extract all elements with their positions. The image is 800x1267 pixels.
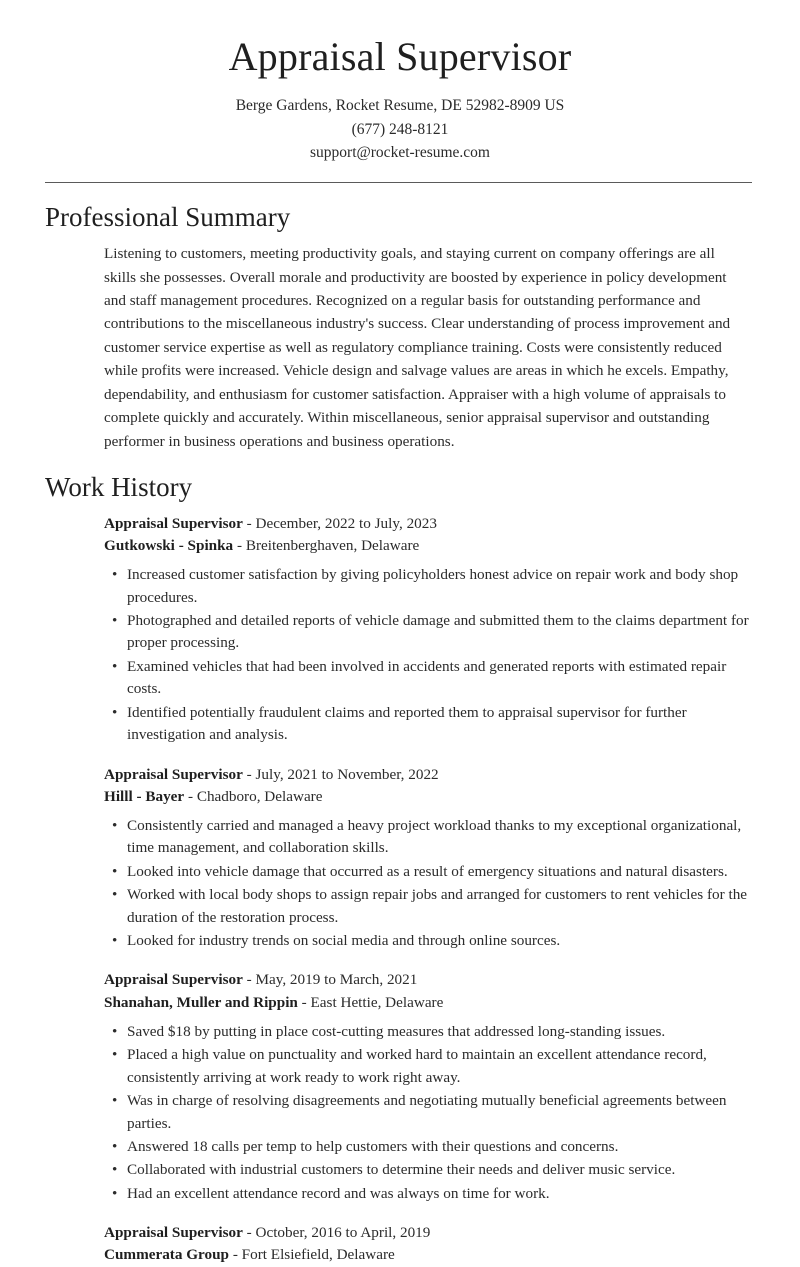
list-item	[104, 1136, 752, 1158]
job-separator: -	[242, 971, 256, 989]
job-title: Appraisal Supervisor	[104, 514, 243, 532]
section-work-history	[0, 471, 800, 1266]
work-history-entry	[104, 513, 752, 747]
job-company-line	[104, 786, 752, 808]
bullet-text: Increased customer satisfaction by giving policyholders honest advice on repair work and body shop procedures.	[127, 566, 739, 606]
job-bullet-list	[104, 564, 752, 746]
job-title: Appraisal Supervisor	[104, 1224, 243, 1242]
page-title: Appraisal Supervisor	[228, 34, 572, 79]
bullet-text: Looked into vehicle damage that occurred as a result of emergency situations and natural disasters.	[127, 862, 728, 880]
job-company: Shanahan, Muller and Rippin	[104, 993, 298, 1011]
job-title: Appraisal Supervisor	[104, 765, 243, 783]
job-location: Fort Elsiefield, Delaware	[241, 1246, 395, 1264]
bullet-icon: •	[112, 1184, 118, 1202]
job-title-line	[104, 1222, 752, 1244]
bullet-icon: •	[112, 566, 118, 584]
list-item	[104, 815, 752, 860]
list-item	[104, 861, 752, 883]
list-item	[104, 1183, 752, 1205]
job-separator: -	[233, 536, 246, 554]
job-separator: -	[229, 1246, 242, 1264]
bullet-icon: •	[112, 1161, 118, 1179]
section-title-work-history: Work History	[45, 472, 193, 503]
list-item	[104, 884, 752, 929]
job-dates: October, 2016 to April, 2019	[255, 1224, 431, 1242]
bullet-text: Was in charge of resolving disagreements and negotiating mutually beneficial agreements between parties.	[127, 1092, 727, 1132]
bullet-icon: •	[112, 816, 118, 834]
job-dates: July, 2021 to November, 2022	[255, 765, 439, 783]
bullet-text: Answered 18 calls per temp to help customers with their questions and concerns.	[127, 1137, 619, 1155]
job-dates: May, 2019 to March, 2021	[255, 971, 418, 989]
job-bullet-list	[104, 815, 752, 953]
list-item	[104, 930, 752, 952]
work-history-entry	[104, 764, 752, 953]
job-location: East Hettie, Delaware	[310, 993, 444, 1011]
header-divider	[45, 182, 752, 183]
bullet-icon: •	[112, 1022, 118, 1040]
bullet-icon: •	[112, 1046, 118, 1064]
list-item	[104, 1044, 752, 1089]
job-separator: -	[242, 1224, 256, 1242]
job-location: Breitenberghaven, Delaware	[245, 536, 420, 554]
bullet-text: Saved $18 by putting in place cost-cutting measures that addressed long-standing issues.	[127, 1022, 666, 1040]
bullet-text: Worked with local body shops to assign repair jobs and arranged for customers to rent vehicles for the duration of the restoration process.	[127, 886, 748, 926]
list-item	[104, 1090, 752, 1135]
bullet-icon: •	[112, 1137, 118, 1155]
job-company: Gutkowski - Spinka	[104, 536, 234, 554]
job-separator: -	[184, 787, 197, 805]
job-company: Hilll - Bayer	[104, 787, 185, 805]
bullet-text: Examined vehicles that had been involved in accidents and generated reports with estimated repair costs.	[127, 657, 727, 698]
job-dates: December, 2022 to July, 2023	[255, 514, 437, 532]
bullet-icon: •	[112, 886, 118, 904]
list-item	[104, 610, 752, 655]
job-location: Chadboro, Delaware	[196, 787, 323, 805]
work-history-body	[45, 513, 752, 1267]
bullet-text: Looked for industry trends on social media and through online sources.	[127, 932, 561, 950]
work-history-entry	[104, 1222, 752, 1266]
job-company-line	[104, 1244, 752, 1266]
bullet-text: Placed a high value on punctuality and worked hard to maintain an excellent attendance record, consistently arriving at work ready to work right away.	[127, 1046, 707, 1086]
summary-paragraph: Listening to customers, meeting productivity goals, and staying current on company offerings are all skills she possesses. Overall morale and productivity are boosted by experience in policy development and staff management procedures. Recognized on a regular basis for outstanding performance and contributions to the miscellaneous industry's success. Clear understanding of process improvement and customer service expertise as well as regulatory compliance training. Costs were consistently reduced while profits were increased. Vehicle design and salvage values are areas in which he excels. Empathy, dependability, and enthusiasm for customer satisfaction. Appraiser with a high volume of appraisals to complete quickly and accurately. Within miscellaneous, senior appraisal supervisor and outstanding performer in business operations and business operations.	[104, 245, 731, 450]
bullet-text: Had an excellent attendance record and was always on time for work.	[127, 1184, 550, 1202]
bullet-icon: •	[112, 932, 118, 950]
list-item	[104, 656, 752, 701]
contact-address: Berge Gardens, Rocket Resume, DE 52982-8909 US	[235, 97, 565, 114]
job-title: Appraisal Supervisor	[104, 971, 243, 989]
bullet-text: Collaborated with industrial customers to determine their needs and deliver music service.	[127, 1161, 676, 1179]
bullet-text: Photographed and detailed reports of vehicle damage and submitted them to the claims department for proper processing.	[127, 612, 749, 652]
bullet-text: Identified potentially fraudulent claims and reported them to appraisal supervisor for further investigation and analysis.	[127, 703, 687, 744]
work-history-entry	[104, 969, 752, 1205]
list-item	[104, 702, 752, 747]
bullet-icon: •	[112, 703, 118, 721]
bullet-icon: •	[112, 1092, 118, 1110]
list-item	[104, 1159, 752, 1181]
list-item	[104, 1021, 752, 1043]
bullet-icon: •	[112, 657, 118, 675]
bullet-icon: •	[112, 612, 118, 629]
job-bullet-list	[104, 1021, 752, 1205]
summary-body	[45, 242, 752, 453]
job-separator: -	[297, 993, 311, 1011]
section-title-summary: Professional Summary	[45, 201, 291, 232]
job-company: Cummerata Group	[104, 1246, 230, 1264]
job-separator: -	[242, 765, 256, 783]
contact-phone: (677) 248-8121	[351, 120, 449, 138]
resume-header	[0, 0, 800, 165]
contact-email: support@rocket-resume.com	[310, 144, 490, 162]
job-title-line	[104, 513, 752, 535]
bullet-text: Consistently carried and managed a heavy project workload thanks to my exceptional organizational, time management, and collaboration skills.	[127, 816, 742, 857]
job-company-line	[104, 535, 752, 557]
bullet-icon: •	[112, 862, 118, 880]
job-separator: -	[242, 514, 256, 532]
list-item	[104, 564, 752, 609]
job-title-line	[104, 764, 752, 786]
job-company-line	[104, 992, 752, 1014]
section-professional-summary	[0, 201, 800, 454]
job-title-line	[104, 969, 752, 991]
